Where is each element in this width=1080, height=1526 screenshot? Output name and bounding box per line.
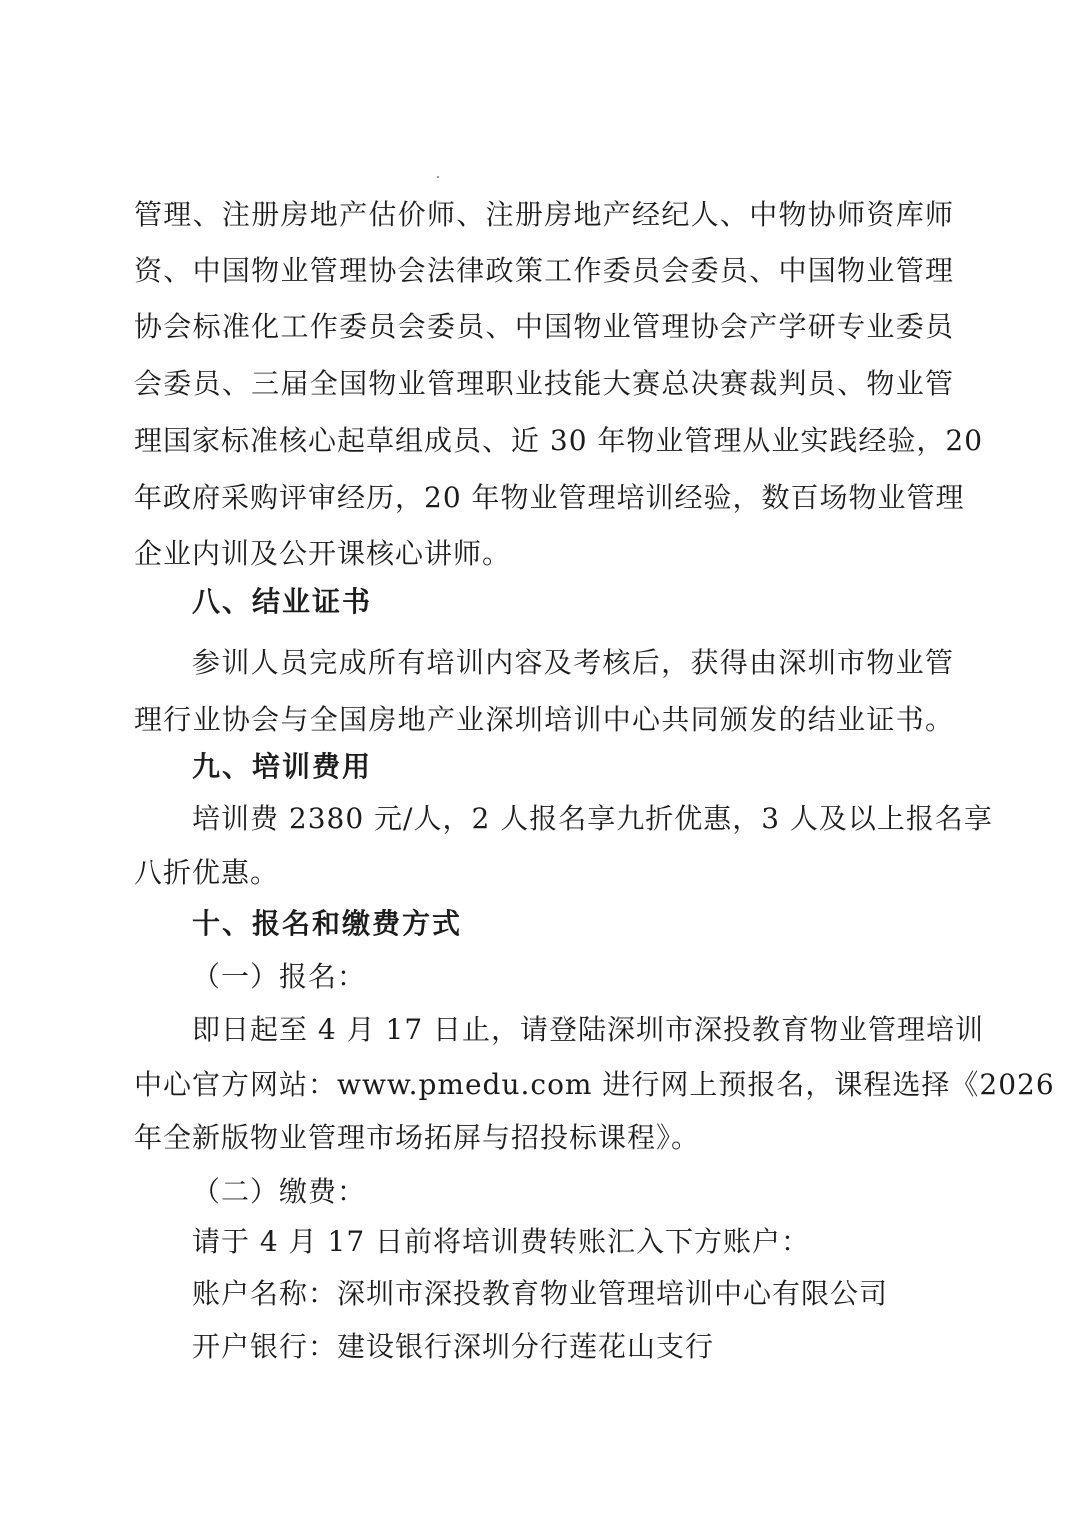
section-heading-fees: 九、培训费用 [192,750,373,783]
body-line: 理国家标准核心起草组成员、近 30 年物业管理从业实践经验，20 [134,424,984,457]
body-line: 八折优惠。 [134,856,280,889]
body-line: 培训费 2380 元/人，2 人报名享九折优惠，3 人及以上报名享 [192,802,993,835]
body-line: 请于 4 月 17 日前将培训费转账汇入下方账户： [192,1225,811,1258]
body-line: 理行业协会与全国房地产业深圳培训中心共同颁发的结业证书。 [134,703,954,736]
account-name-line: 账户名称：深圳市深投教育物业管理培训中心有限公司 [192,1277,889,1310]
body-line: 即日起至 4 月 17 日止，请登陆深圳市深投教育物业管理培训 [192,1013,985,1046]
bank-line: 开户银行：建设银行深圳分行莲花山支行 [192,1330,715,1363]
body-line: 管理、注册房地产估价师、注册房地产经纪人、中物协师资库师 [134,198,954,231]
body-line: 年全新版物业管理市场拓屏与招投标课程》。 [134,1121,701,1154]
body-line: 协会标准化工作委员会委员、中国物业管理协会产学研专业委员 [134,310,954,343]
body-line: 会委员、三届全国物业管理职业技能大赛总决赛裁判员、物业管 [134,367,954,400]
section-heading-certificate: 八、结业证书 [192,585,373,618]
body-line: 资、中国物业管理协会法律政策工作委员会委员、中国物业管理 [134,254,954,287]
subsection-heading-signup: （一）报名： [192,960,367,993]
body-line: 中心官方网站：www.pmedu.com 进行网上预报名，课程选择《2026 [134,1068,1055,1101]
section-heading-registration: 十、报名和缴费方式 [192,907,463,940]
scan-speck [437,176,439,178]
body-line: 年政府采购评审经历，20 年物业管理培训经验，数百场物业管理 [134,481,965,514]
body-line: 参训人员完成所有培训内容及考核后，获得由深圳市物业管 [192,646,954,679]
body-line: 企业内训及公开课核心讲师。 [134,537,512,570]
subsection-heading-payment: （二）缴费： [192,1175,367,1208]
